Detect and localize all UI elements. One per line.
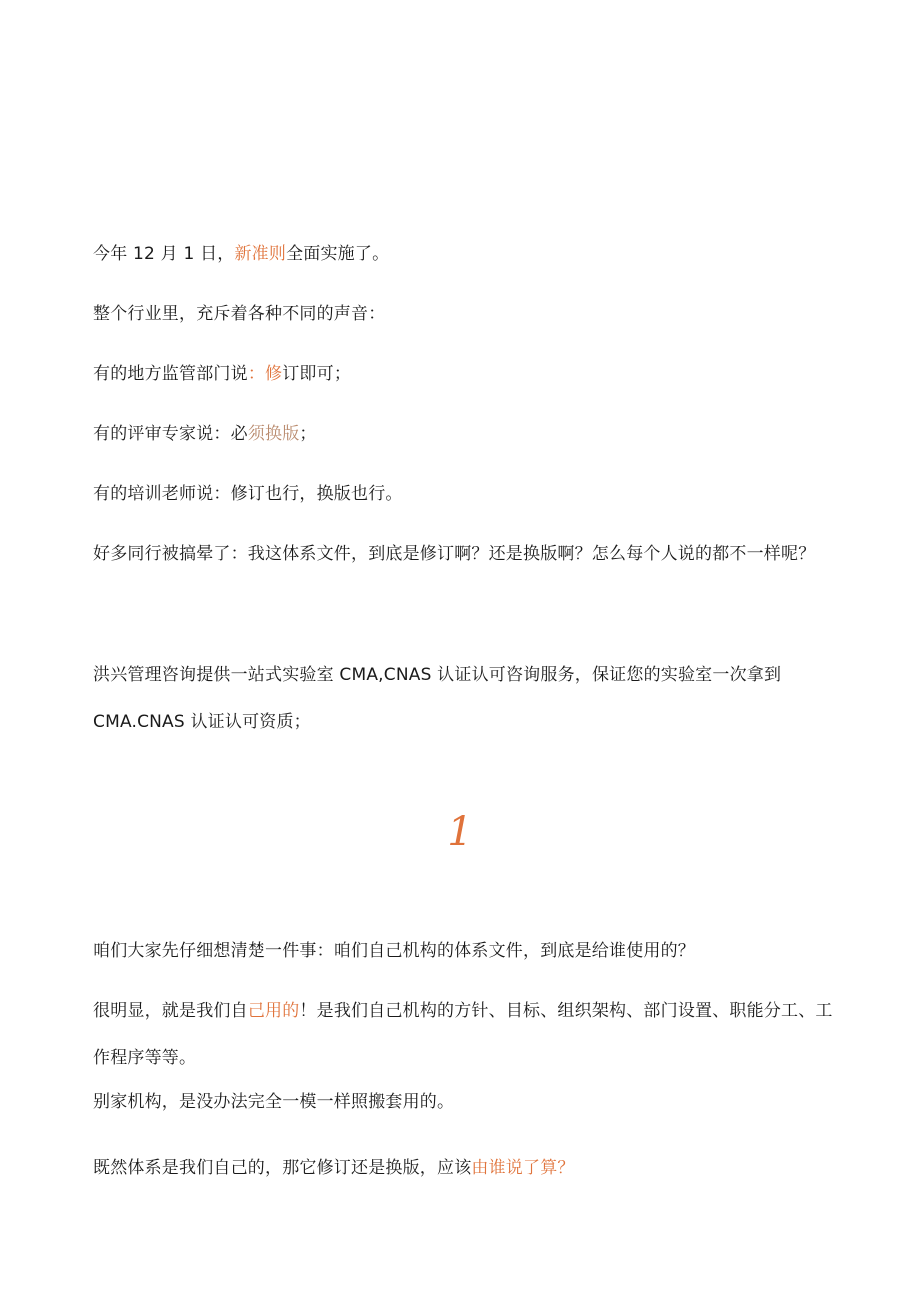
highlight-who-decides: 由谁说了算？ [471, 1158, 575, 1178]
paragraph-reviewer-view [93, 423, 317, 445]
highlight-own-use: 己用的 [247, 1001, 300, 1021]
highlight-revise: ：修 [247, 364, 283, 384]
paragraph-industry-voices [93, 303, 385, 325]
paragraph-who-decides [93, 1157, 575, 1179]
text-segment: 有的评审专家说：必 [93, 424, 248, 444]
paragraph-regulator-view [93, 363, 351, 385]
text-segment: 全面实施了。 [286, 244, 390, 264]
text-segment: 别家机构，是没办法完全一模一样照搬套用的。 [93, 1092, 455, 1112]
paragraph-new-standard [93, 243, 389, 265]
paragraph-consulting-ad-cont [93, 711, 311, 733]
section-number: 1 [447, 809, 473, 855]
paragraph-who-uses [93, 940, 695, 962]
paragraph-own-use [93, 1000, 833, 1022]
text-segment: 今年 12 月 1 日， [93, 244, 235, 264]
text-segment: 既然体系是我们自己的，那它修订还是换版，应该 [93, 1158, 472, 1178]
text-segment: 有的地方监管部门说 [93, 364, 248, 384]
paragraph-trainer-view [93, 483, 403, 505]
paragraph-peer-confusion [93, 543, 815, 565]
paragraph-no-copy [93, 1091, 454, 1113]
text-segment: 好多同行被搞晕了：我这体系文件，到底是修订啊？还是换版啊？怎么每个人说的都不一样呢？ [93, 544, 816, 564]
text-segment: 有的培训老师说：修订也行，换版也行。 [93, 484, 403, 504]
text-segment: ； [299, 424, 317, 444]
text-segment: 整个行业里，充斥着各种不同的声音： [93, 304, 386, 324]
text-segment: 作程序等等。 [93, 1048, 197, 1068]
paragraph-own-use-cont [93, 1047, 196, 1069]
highlight-must-replace: 须换版 [247, 424, 300, 444]
paragraph-consulting-ad [93, 664, 781, 686]
text-segment: 订即可； [282, 364, 352, 384]
text-segment: CMA.CNAS 认证认可资质； [93, 712, 311, 732]
text-segment: 洪兴管理咨询提供一站式实验室 CMA,CNAS 认证认可咨询服务，保证您的实验室一次拿到 [93, 665, 782, 685]
text-segment: 咱们大家先仔细想清楚一件事：咱们自己机构的体系文件，到底是给谁使用的？ [93, 941, 695, 961]
text-segment: ！是我们自己机构的方针、目标、组织架构、部门设置、职能分工、工 [299, 1001, 833, 1021]
text-segment: 很明显，就是我们自 [93, 1001, 248, 1021]
highlight-new-standard: 新准则 [234, 244, 287, 264]
